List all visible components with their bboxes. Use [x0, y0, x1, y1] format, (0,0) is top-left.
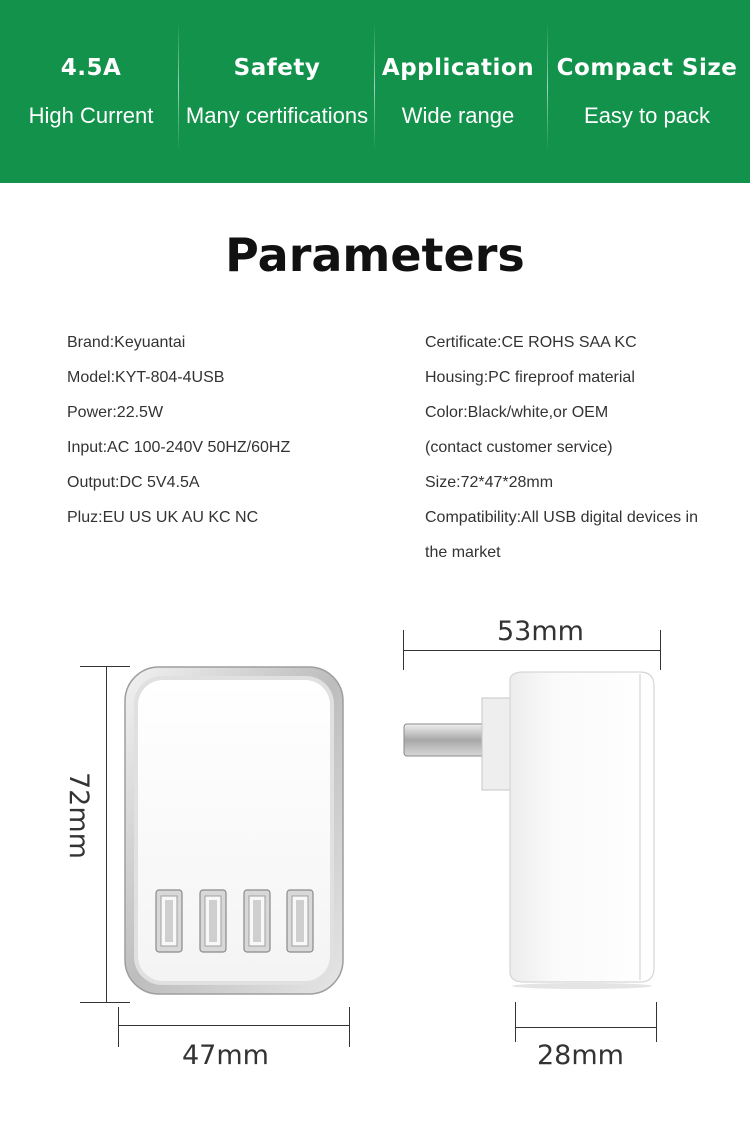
feature-divider: [178, 22, 179, 152]
feature-banner: [0, 0, 750, 183]
spec-input: Input:AC 100-240V 50HZ/60HZ: [67, 439, 291, 456]
dimension-tick: [656, 1002, 657, 1042]
dimension-tick: [80, 1002, 130, 1003]
height-dimension-line: [106, 666, 107, 1003]
specs-left-column: [67, 333, 290, 543]
feature-divider: [374, 22, 375, 152]
dimension-tick: [349, 1007, 350, 1047]
spec-brand: Brand:Keyuantai: [67, 334, 186, 351]
side-width-label: 53mm: [497, 616, 584, 647]
feature-safety: [182, 0, 372, 183]
dimension-tick: [80, 666, 130, 667]
feature-title: Application: [381, 55, 535, 81]
spec-color-note: (contact customer service): [425, 439, 613, 456]
spec-compatibility-cont: the market: [425, 544, 501, 561]
spec-housing: Housing:PC fireproof material: [425, 369, 635, 386]
side-depth-dimension-line: [515, 1027, 657, 1028]
feature-current: [0, 0, 182, 183]
feature-subtitle: Easy to pack: [584, 103, 710, 128]
side-depth-label: 28mm: [537, 1040, 624, 1071]
spec-plug: Pluz:EU US UK AU KC NC: [67, 509, 259, 526]
spec-color: Color:Black/white,or OEM: [425, 404, 609, 421]
charger-front-view: [120, 662, 350, 998]
front-height-label: 72mm: [63, 772, 94, 859]
spec-power: Power:22.5W: [67, 404, 164, 421]
side-width-dimension-line: [403, 650, 661, 651]
feature-subtitle: Wide range: [401, 103, 515, 128]
charger-side-view: [400, 668, 660, 990]
feature-divider: [547, 22, 548, 152]
spec-size: Size:72*47*28mm: [425, 474, 554, 491]
dimension-tick: [118, 1007, 119, 1047]
feature-subtitle: Many certifications: [185, 103, 369, 128]
feature-subtitle: High Current: [28, 103, 154, 128]
width-dimension-line: [118, 1025, 350, 1026]
feature-title: Compact Size: [556, 55, 738, 81]
spec-compatibility: Compatibility:All USB digital devices in: [425, 509, 698, 526]
dimension-tick: [515, 1002, 516, 1042]
spec-output: Output:DC 5V4.5A: [67, 474, 200, 491]
specs-right-column: [425, 333, 725, 578]
feature-title: Safety: [233, 55, 321, 81]
front-width-label: 47mm: [182, 1040, 269, 1071]
feature-application: [372, 0, 544, 183]
parameters-heading: Parameters: [225, 228, 525, 282]
feature-compact-size: [544, 0, 750, 183]
spec-certificate: Certificate:CE ROHS SAA KC: [425, 334, 637, 351]
feature-title: 4.5A: [60, 55, 122, 81]
spec-model: Model:KYT-804-4USB: [67, 369, 225, 386]
